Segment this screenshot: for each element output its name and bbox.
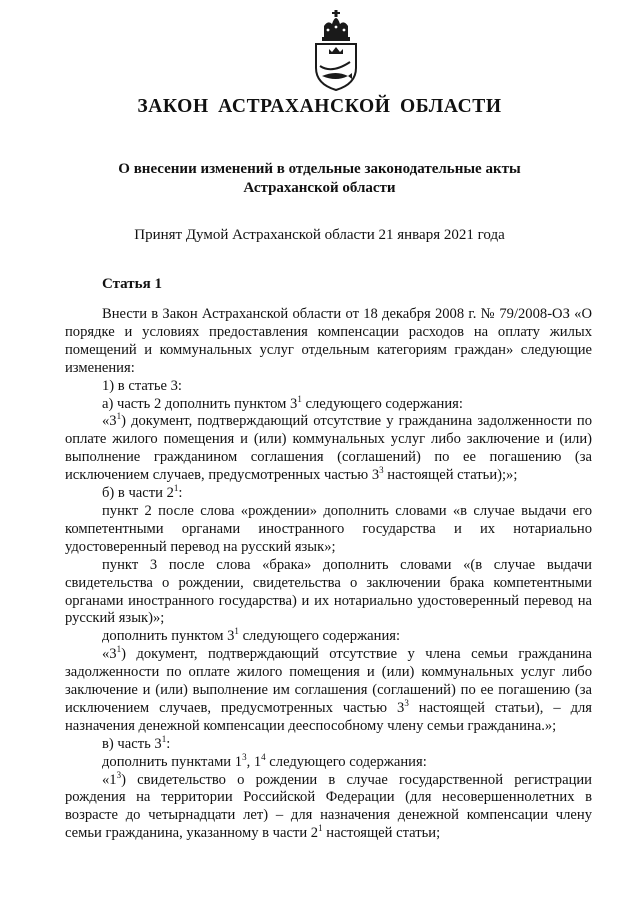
paragraph: в) часть $3^1$: <box>102 733 171 752</box>
article-heading: Статья 1 <box>102 276 162 292</box>
paragraph: б) в части $2^1$: <box>102 483 183 502</box>
paragraph: дополнить пунктом $3^1$ следующего содержания: <box>102 626 401 645</box>
paragraph: 1) в статье 3: <box>102 377 182 394</box>
paragraph: пункт 2 после слова «рождении» дополнить словами «в случае выдачи его компетентными органами иностранного государства и их нотариально удостоверенный перевод на русский язык»; <box>65 502 592 555</box>
law-subtitle <box>90 160 549 198</box>
law-title: ЗАКОН АСТРАХАНСКОЙ ОБЛАСТИ <box>137 96 502 117</box>
paragraph: «$1^3$) свидетельство о рождении в случае государственной регистрации рождения на территории Российской Федерации (для несовершеннолетних в возрасте до четырнадцати лет) – для назначения денежной компенсации члену семьи гражданина, указанному в части $2^1$ настоящей статьи; <box>65 769 592 842</box>
subtitle-line: О внесении изменений в отдельные законодательные акты <box>118 161 521 177</box>
subtitle-line: Астраханской области <box>243 180 396 196</box>
paragraph: дополнить пунктами $1^3$, $1^4$ следующего содержания: <box>102 751 427 770</box>
article-body <box>65 306 592 843</box>
paragraph: «$3^1$) документ, подтверждающий отсутствие у гражданина задолженности по оплате жилого помещения и (или) коммунальных услуг либо заключение и (или) выполнение гражданином соглашения (соглашений) по ее погашению (за исключением случаев, предусмотренных частью $3^3$ настоящей статьи);»; <box>65 411 592 484</box>
paragraph: «$3^1$) документ, подтверждающий отсутствие у члена семьи гражданина задолженности по оплате жилого помещения и (или) коммунальных услуг либо заключение и (или) выполнение им соглашения (соглашений) по ее погашению (за исключением случаев, предусмотренных частью $3^3$ настоящей статьи), – для назначения денежной компенсации дееспособному члену семьи гражданина.»; <box>65 644 592 734</box>
paragraph: Внести в Закон Астраханской области от 18 декабря 2008 г. № 79/2008-ОЗ «О порядке и условиях предоставления компенсации расходов на оплату жилых помещений и коммунальных услуг отдельным категориям граждан» следующие изменения: <box>65 306 592 376</box>
paragraph: а) часть 2 дополнить пунктом $3^1$ следующего содержания: <box>102 393 463 412</box>
paragraph: пункт 3 после слова «брака» дополнить словами «(в случае выдачи свидетельства о рождении, свидетельства о заключении брака компетентными органами иностранного государства) и их нотариально удостоверенный перевод на русский язык)»; <box>65 556 592 627</box>
adoption-statement: Принят Думой Астраханской области 21 января 2021 года <box>134 227 505 243</box>
astrakhan-coat-of-arms-icon <box>306 8 366 92</box>
